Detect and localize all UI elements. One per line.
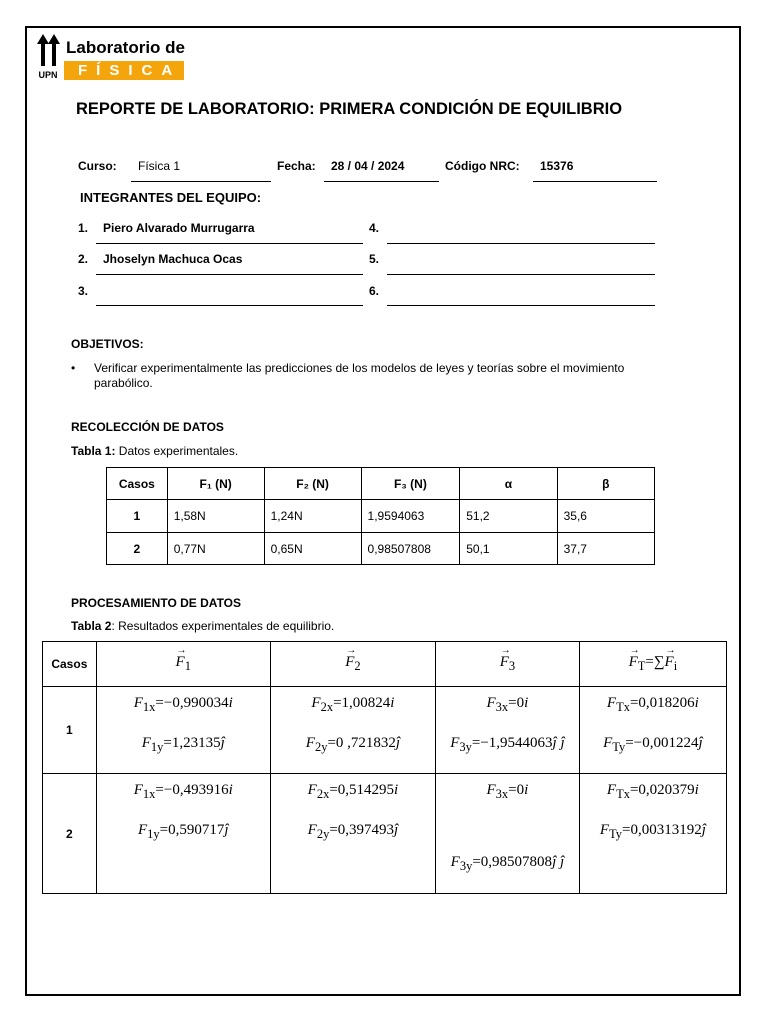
f2y-expr: $F_{2y}=0,397493ĵ$ bbox=[307, 822, 399, 841]
table2-caption-bold: Tabla 2 bbox=[71, 619, 112, 633]
table-cell: 2 bbox=[107, 533, 168, 565]
page-title: REPORTE DE LABORATORIO: PRIMERA CONDICIÓN DE EQUILIBRIO bbox=[76, 100, 623, 118]
table-row bbox=[107, 500, 655, 533]
table-header: Casos bbox=[107, 468, 168, 500]
table-header: F₃ (N) bbox=[361, 468, 460, 500]
objectives-heading: OBJETIVOS: bbox=[71, 337, 144, 351]
logo-title: Laboratorio de bbox=[66, 38, 186, 57]
table-cell: 1 bbox=[107, 500, 168, 533]
member-name[interactable]: Jhoselyn Machuca Ocas bbox=[103, 252, 243, 266]
table-row bbox=[43, 687, 727, 774]
data-table bbox=[106, 467, 655, 565]
f2x-expr: $F_{2x}=0,514295i$ bbox=[307, 782, 399, 801]
logo-band: FÍSICA bbox=[64, 61, 184, 80]
table-header-f3: → $F_3$ bbox=[436, 642, 580, 687]
table1-caption-text: Datos experimentales. bbox=[115, 444, 239, 458]
table2-caption bbox=[71, 619, 334, 633]
member-underline[interactable] bbox=[96, 305, 363, 306]
table-cell bbox=[579, 687, 726, 774]
f2y-expr: $F_{2y}=0$ ,721832ĵ bbox=[305, 735, 401, 754]
objective-line2: parabólico. bbox=[94, 376, 153, 390]
table-header: F₂ (N) bbox=[264, 468, 361, 500]
member-underline bbox=[96, 243, 363, 244]
curso-underline bbox=[131, 181, 271, 182]
table-header-f1: → $F_1$ bbox=[96, 642, 270, 687]
table-row bbox=[43, 774, 727, 894]
upn-arrows-icon bbox=[35, 32, 62, 80]
table-cell: 1,24N bbox=[264, 500, 361, 533]
table-cell bbox=[579, 774, 726, 894]
fecha-underline bbox=[324, 181, 439, 182]
table2-caption-text: : Resultados experimentales de equilibrio. bbox=[111, 619, 335, 633]
member-name[interactable]: Piero Alvarado Murrugarra bbox=[103, 221, 255, 235]
table-header-ft: → $F_T=\sum\to F_i$ bbox=[579, 642, 726, 687]
member-underline[interactable] bbox=[387, 305, 655, 306]
table1-caption-bold: Tabla 1: bbox=[71, 444, 116, 458]
table-cell: 2 bbox=[43, 774, 97, 894]
table-header: β bbox=[557, 468, 654, 500]
table-cell bbox=[436, 774, 580, 894]
objective-line1: Verificar experimentalmente las predicciones de los modelos de leyes y teorías sobre el movimiento bbox=[94, 361, 625, 375]
collection-heading: RECOLECCIÓN DE DATOS bbox=[71, 420, 224, 434]
table-cell: 0,98507808 bbox=[361, 533, 460, 565]
fecha-value[interactable]: 28 / 04 / 2024 bbox=[331, 159, 405, 173]
member-underline bbox=[96, 274, 363, 275]
table-cell: 1,9594063 bbox=[361, 500, 460, 533]
table-row bbox=[107, 533, 655, 565]
ftx-expr: $F_{Tx}=0,020379i$ bbox=[606, 782, 699, 801]
table-cell: 1 bbox=[43, 687, 97, 774]
table-cell: 0,77N bbox=[167, 533, 264, 565]
member-num: 1. bbox=[78, 221, 89, 235]
table-cell: 1,58N bbox=[167, 500, 264, 533]
member-num: 6. bbox=[369, 284, 380, 298]
fty-expr: $F_{Ty}=-0,001224ĵ$ bbox=[603, 735, 703, 754]
member-underline[interactable] bbox=[387, 243, 655, 244]
table-cell: 50,1 bbox=[460, 533, 557, 565]
member-underline[interactable] bbox=[387, 274, 655, 275]
nrc-value[interactable]: 15376 bbox=[540, 159, 574, 173]
fecha-label: Fecha: bbox=[277, 159, 316, 173]
table-cell bbox=[96, 774, 270, 894]
table-cell bbox=[96, 687, 270, 774]
processing-heading: PROCESAMIENTO DE DATOS bbox=[71, 596, 242, 610]
f1x-expr: $F_{1x}=-0,990034i$ bbox=[133, 695, 233, 714]
table-cell bbox=[270, 687, 435, 774]
logo-abbr: UPN bbox=[38, 70, 58, 80]
team-heading: INTEGRANTES DEL EQUIPO: bbox=[80, 190, 262, 205]
member-num: 3. bbox=[78, 284, 89, 298]
results-table bbox=[42, 641, 727, 894]
f1y-expr: $F_{1y}=1,23135ĵ$ bbox=[141, 735, 225, 754]
member-num: 5. bbox=[369, 252, 380, 266]
nrc-label: Código NRC: bbox=[445, 159, 520, 173]
member-num: 4. bbox=[369, 221, 380, 235]
table1-caption bbox=[71, 444, 238, 458]
table-header: F₁ (N) bbox=[167, 468, 264, 500]
table-cell: 37,7 bbox=[557, 533, 654, 565]
table-header: Casos bbox=[43, 642, 97, 687]
f1y-expr: $F_{1y}=0,590717ĵ$ bbox=[137, 822, 229, 841]
f1x-expr: $F_{1x}=-0,493916i$ bbox=[133, 782, 233, 801]
table-cell: 35,6 bbox=[557, 500, 654, 533]
member-num: 2. bbox=[78, 252, 89, 266]
f3y-expr: $F_{3y}=0,98507808ĵ$ ĵ bbox=[450, 854, 565, 873]
table-header: α bbox=[460, 468, 557, 500]
curso-label: Curso: bbox=[78, 159, 117, 173]
table-header-f2: → $F_2$ bbox=[270, 642, 435, 687]
ftx-expr: $F_{Tx}=0,018206i$ bbox=[606, 695, 699, 714]
f3y-expr: $F_{3y}=-1,9544063ĵ$ ĵ bbox=[450, 735, 565, 754]
table-cell: 0,65N bbox=[264, 533, 361, 565]
table-cell: 51,2 bbox=[460, 500, 557, 533]
f3x-expr: $F_{3x}=0i$ bbox=[486, 695, 529, 714]
curso-value[interactable]: Física 1 bbox=[138, 159, 181, 173]
table-cell bbox=[436, 687, 580, 774]
bullet: • bbox=[71, 361, 76, 375]
f3x-expr: $F_{3x}=0i$ bbox=[486, 782, 529, 801]
table-cell bbox=[270, 774, 435, 894]
nrc-underline bbox=[533, 181, 657, 182]
fty-expr: $F_{Ty}=0,00313192ĵ$ bbox=[599, 822, 706, 841]
f2x-expr: $F_{2x}=1,00824i$ bbox=[311, 695, 395, 714]
